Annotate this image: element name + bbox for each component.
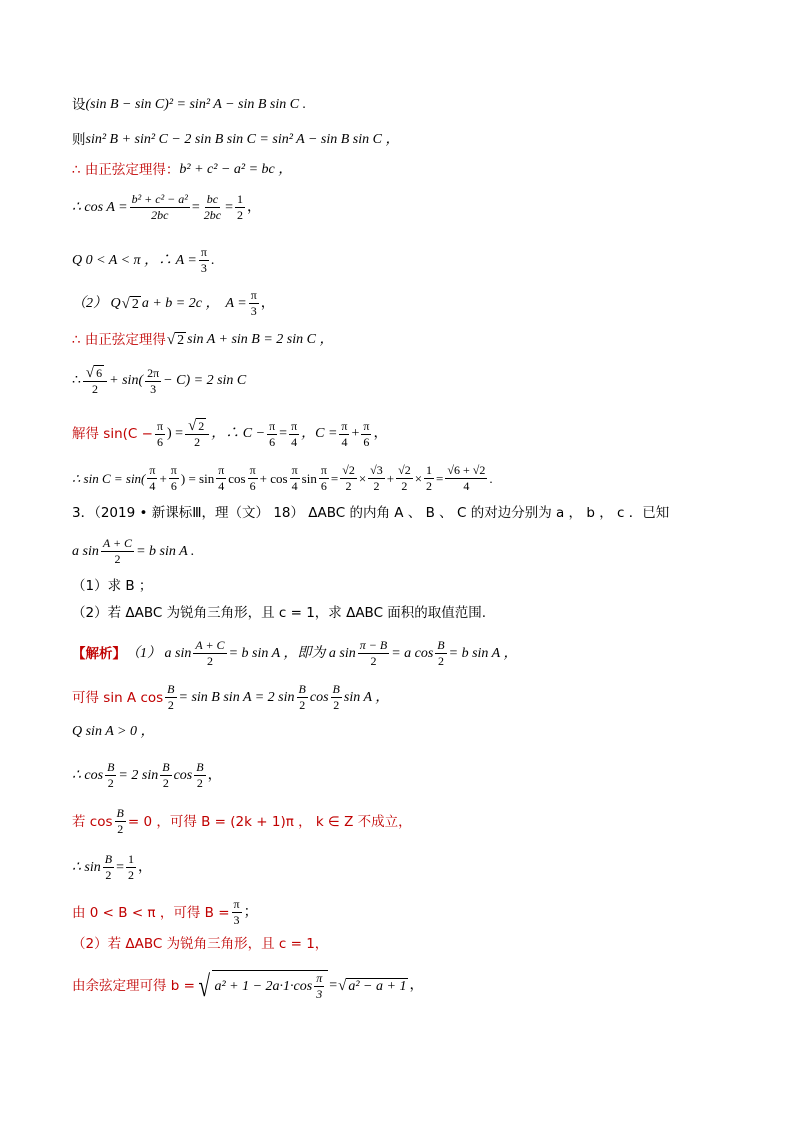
math: + sin( xyxy=(109,373,144,388)
math: + xyxy=(159,470,167,486)
math: ) = sin xyxy=(180,470,215,486)
text: 由余弦定理可得 b = xyxy=(72,978,195,994)
text: 由 0 < B < π ，可得 B = xyxy=(72,904,230,921)
fraction: $\frac{B}{2}$ xyxy=(332,682,340,712)
sqrt: √ 2 xyxy=(121,295,139,312)
fraction: $\frac{\pi}{4}$ xyxy=(291,418,298,449)
solution-line-2 xyxy=(72,682,754,713)
text: 3．（2019 • 新课标Ⅲ，理（文） 18） ΔABC 的内角 A 、 B 、 C 的对边分别为 a ， b ， c ．已知 xyxy=(72,505,670,521)
math: = xyxy=(436,470,444,486)
solution-line-4 xyxy=(72,760,754,791)
fraction: $\frac{B}{2}$ xyxy=(104,852,113,882)
eq-line-7 xyxy=(72,330,754,350)
text: 解得 sin(C − xyxy=(72,426,153,442)
solution-line-9 xyxy=(72,970,754,1002)
fraction: $\frac{√2}{2}$ xyxy=(342,463,355,493)
solution-line-3 xyxy=(72,722,754,742)
text: 则 xyxy=(72,132,86,148)
math: × xyxy=(358,470,367,486)
eq-line-5 xyxy=(72,245,754,276)
fraction: $\frac{\pi}{4}$ xyxy=(341,418,348,449)
math: cos xyxy=(309,689,329,705)
eq-line-9 xyxy=(72,418,754,450)
solution-line-6 xyxy=(72,852,754,883)
fraction: $\frac{bc}{2bc}$ xyxy=(203,192,222,222)
math: ∴ cos A = xyxy=(72,199,128,215)
fraction: $\frac{A + C}{2}$ xyxy=(102,536,133,566)
fraction: $\frac{\pi}{3}$ xyxy=(233,897,240,927)
math: = xyxy=(329,978,338,993)
text: （2）若 ΔABC 为锐角三角形，且 c = 1， xyxy=(72,936,329,952)
fraction: $\frac{\pi}{6}$ xyxy=(320,463,327,493)
math: ， xyxy=(373,426,388,441)
eq-line-12 xyxy=(72,536,754,567)
fraction: $\frac{\text{b² + c² − a²}}{2bc}$ xyxy=(131,192,188,222)
math: = xyxy=(191,199,200,215)
solution-line-7 xyxy=(72,897,754,928)
fraction: $\frac{\pi}{6}$ xyxy=(269,418,276,449)
eq-line-8 xyxy=(72,365,754,397)
solution-line-5 xyxy=(72,806,754,837)
math: ， xyxy=(138,859,152,875)
eq-line-6 xyxy=(72,288,754,319)
math: sin xyxy=(301,470,317,486)
math: Q 0 < A < π ，∴ A = xyxy=(72,252,197,268)
text: 设 xyxy=(72,97,86,113)
math: Q sin A > 0 ， xyxy=(72,724,155,739)
fraction: $\frac{B}{2}$ xyxy=(107,760,115,790)
sqrt: √ a² + 1 − 2a·1·cos $\frac{\pi}{3}$ xyxy=(196,970,328,1002)
math: = xyxy=(225,199,234,215)
text: ∴ 由正弦定理得 xyxy=(72,332,166,348)
fraction: $\frac{B}{2}$ xyxy=(167,682,175,712)
sub-question-2 xyxy=(72,603,754,623)
solution-line-1 xyxy=(72,638,754,669)
math: ， xyxy=(247,199,262,215)
fraction: $\frac{\pi}{6}$ xyxy=(170,463,177,493)
math: = b sin A ， xyxy=(448,645,518,661)
math: b² + c² − a² = bc ， xyxy=(179,162,293,177)
fraction: $\frac{\pi}{3}$ xyxy=(250,288,257,318)
text: （2）若 ΔABC 为锐角三角形，且 c = 1，求 ΔABC 面积的取值范围. xyxy=(72,605,487,621)
math: ； xyxy=(243,904,258,920)
math: . xyxy=(210,252,215,268)
sub-question-1 xyxy=(72,576,754,596)
fraction: √ 2 2 xyxy=(185,418,209,450)
math: （1） a sin xyxy=(126,645,192,661)
eq-line-2 xyxy=(72,130,754,150)
math: + cos xyxy=(259,470,288,486)
fraction: $\frac{√6 + √2}{4}$ xyxy=(447,463,486,493)
math: ∴ cos xyxy=(72,767,104,783)
fraction: $\frac{B}{2}$ xyxy=(298,682,306,712)
fraction: $\frac{\pi}{6}$ xyxy=(363,418,370,449)
fraction: $\frac{\pi}{6}$ xyxy=(249,463,256,493)
math: = 2 sin xyxy=(118,767,159,783)
math: . xyxy=(489,470,493,486)
fraction: $\frac{B}{2}$ xyxy=(162,760,170,790)
math: cos xyxy=(173,767,193,783)
math: sin A ， xyxy=(343,689,390,705)
eq-line-3 xyxy=(72,160,754,180)
text: 若 cos xyxy=(72,813,113,830)
fraction: $\frac{\pi}{4}$ xyxy=(291,463,298,493)
fraction: $\frac{1}{2}$ xyxy=(237,192,244,222)
fraction: $\frac{B}{2}$ xyxy=(196,760,204,790)
solution-line-8 xyxy=(72,934,754,954)
math: − C) = 2 sin C xyxy=(163,373,247,388)
math: a + b = 2c ， xyxy=(141,295,220,311)
text: （1）求 B ； xyxy=(72,578,153,594)
math: = sin B sin A = 2 sin xyxy=(178,689,295,705)
math: = a cos xyxy=(391,645,434,661)
problem-header xyxy=(72,503,754,523)
fraction: $\frac{\pi}{3}$ xyxy=(200,245,207,275)
math: （2） Q xyxy=(72,295,121,311)
math: ， xyxy=(409,978,424,993)
math: ∴ sin C = sin( xyxy=(72,470,146,486)
fraction: $\frac{1}{2}$ xyxy=(426,463,433,493)
fraction: $\frac{√3}{2}$ xyxy=(370,463,383,493)
math: = xyxy=(116,859,124,875)
eq-line-1 xyxy=(72,95,754,115)
eq-line-4 xyxy=(72,192,754,223)
fraction: $\frac{\pi - B}{2}$ xyxy=(359,638,388,668)
math: (sin B − sin C)² = sin² A − sin B sin C . xyxy=(85,97,307,112)
fraction: $\frac{\pi}{6}$ xyxy=(156,418,163,449)
fraction: $\frac{\pi}{4}$ xyxy=(149,463,156,493)
fraction: $\frac{B}{2}$ xyxy=(437,638,445,668)
math: × xyxy=(414,470,423,486)
text: ∴ 由正弦定理得： xyxy=(72,162,180,178)
math: = xyxy=(330,470,339,486)
math: = b sin A . xyxy=(136,543,195,559)
text: = 0 ，可得 B = (2k + 1)π ， k ∈ Z 不成立， xyxy=(127,813,412,830)
math: ， xyxy=(260,295,275,311)
math: sin A + sin B = 2 sin C ， xyxy=(187,332,334,347)
fraction: √ 6 2 xyxy=(83,365,107,397)
math: + xyxy=(351,426,360,441)
solution-tag: 【解析】 xyxy=(72,645,126,662)
fraction: $\frac{\pi}{4}$ xyxy=(218,463,225,493)
fraction: $\frac{√2}{2}$ xyxy=(398,463,411,493)
math: ∴ xyxy=(72,373,81,388)
math: sin² B + sin² C − 2 sin B sin C = sin² A − sin B sin C ， xyxy=(85,132,400,147)
math: ， xyxy=(207,767,222,783)
eq-line-10 xyxy=(72,463,754,494)
math: + xyxy=(386,470,395,486)
fraction: $\frac{1}{2}$ xyxy=(128,852,134,882)
math: A = xyxy=(225,295,247,311)
math: cos xyxy=(228,470,246,486)
sqrt: √ 2 xyxy=(166,332,185,348)
fraction: $\frac{2\pi}{3}$ xyxy=(147,365,160,396)
fraction: $\frac{A + C}{2}$ xyxy=(195,638,225,668)
math: = xyxy=(279,426,288,441)
sqrt: √ a² − a + 1 xyxy=(338,978,407,994)
math: ∴ sin xyxy=(72,859,101,875)
math: a sin xyxy=(72,543,99,559)
math: = b sin A ，即为 a sin xyxy=(228,645,356,661)
fraction: $\frac{B}{2}$ xyxy=(116,806,124,836)
math: ，C = xyxy=(301,426,338,441)
text: 可得 sin A cos xyxy=(72,689,164,706)
math: ，∴ C − xyxy=(211,426,266,441)
math: ) = xyxy=(167,426,184,441)
